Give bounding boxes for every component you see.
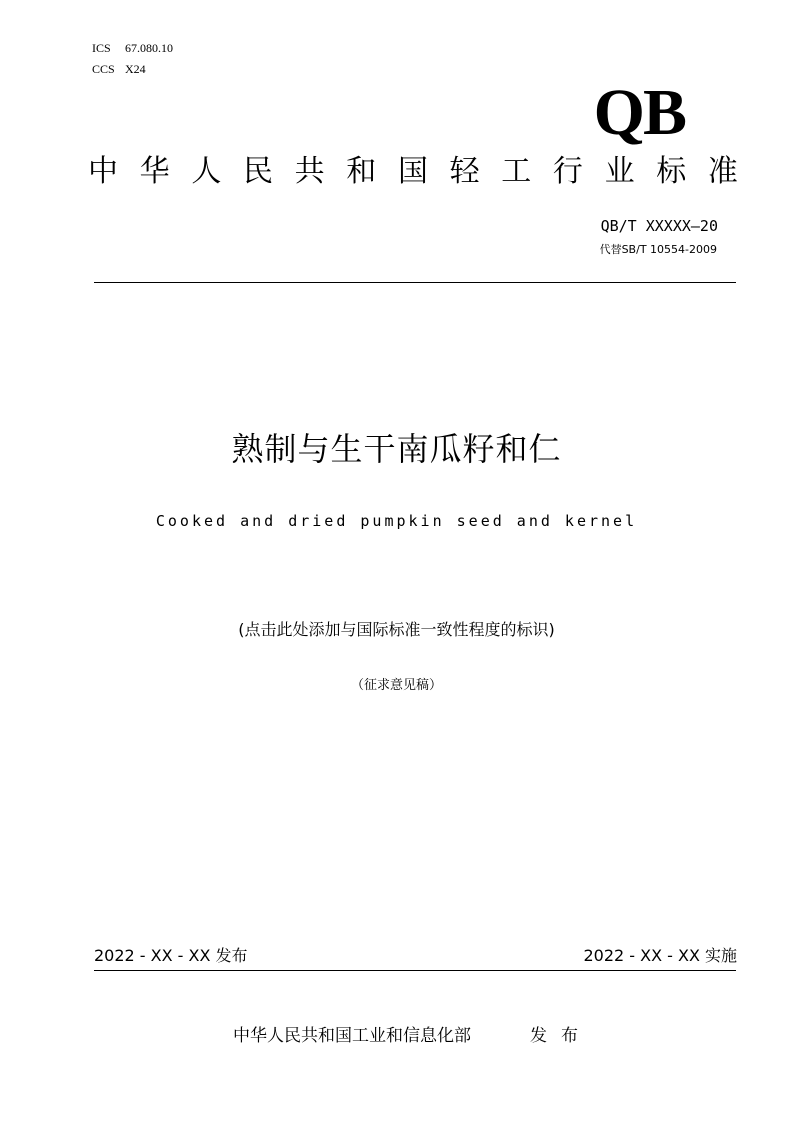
standard-title-char: 准 xyxy=(707,154,738,189)
standard-title-char: 民 xyxy=(242,154,273,189)
standard-title-char: 人 xyxy=(191,154,222,189)
standard-title-char: 行 xyxy=(552,154,583,189)
header-divider xyxy=(94,282,736,283)
standard-title-char: 工 xyxy=(501,154,532,189)
ics-value: 67.080.10 xyxy=(125,41,173,55)
document-title-cn: 熟制与生干南瓜籽和仁 xyxy=(231,430,562,468)
document-title-en: Cooked and dried pumpkin seed and kernel xyxy=(155,512,638,530)
consistency-note[interactable]: (点击此处添加与国际标准一致性程度的标识) xyxy=(238,620,555,639)
standard-title-char: 华 xyxy=(139,154,170,189)
qb-logo: QB xyxy=(593,76,685,149)
draft-status: （征求意见稿） xyxy=(350,678,442,693)
issue-date: 2022 - XX - XX 发布 xyxy=(94,946,248,965)
standard-title-char: 中 xyxy=(88,154,118,189)
ics-line xyxy=(92,38,173,59)
standard-category-title xyxy=(88,152,738,192)
ccs-line xyxy=(92,59,173,80)
implement-date: 2022 - XX - XX 实施 xyxy=(583,946,737,965)
issue-word: 发布 xyxy=(530,1026,592,1046)
ccs-value: X24 xyxy=(125,62,146,76)
standard-title-char: 标 xyxy=(656,154,687,189)
footer-divider xyxy=(94,970,736,971)
standard-title-char: 国 xyxy=(397,154,428,189)
standard-title-char: 轻 xyxy=(449,154,480,189)
ccs-label: CCS xyxy=(92,62,115,76)
standard-title-char: 和 xyxy=(346,154,377,189)
replaces-note: 代替SB/T 10554-2009 xyxy=(599,243,717,256)
classification-codes xyxy=(92,38,173,80)
ics-label: ICS xyxy=(92,41,111,55)
issuing-authority: 中华人民共和国工业和信息化部 xyxy=(233,1026,471,1046)
standard-title-char: 业 xyxy=(604,154,635,189)
standard-title-char: 共 xyxy=(294,154,325,189)
standard-number: QB/T XXXXX—20 xyxy=(600,217,718,235)
